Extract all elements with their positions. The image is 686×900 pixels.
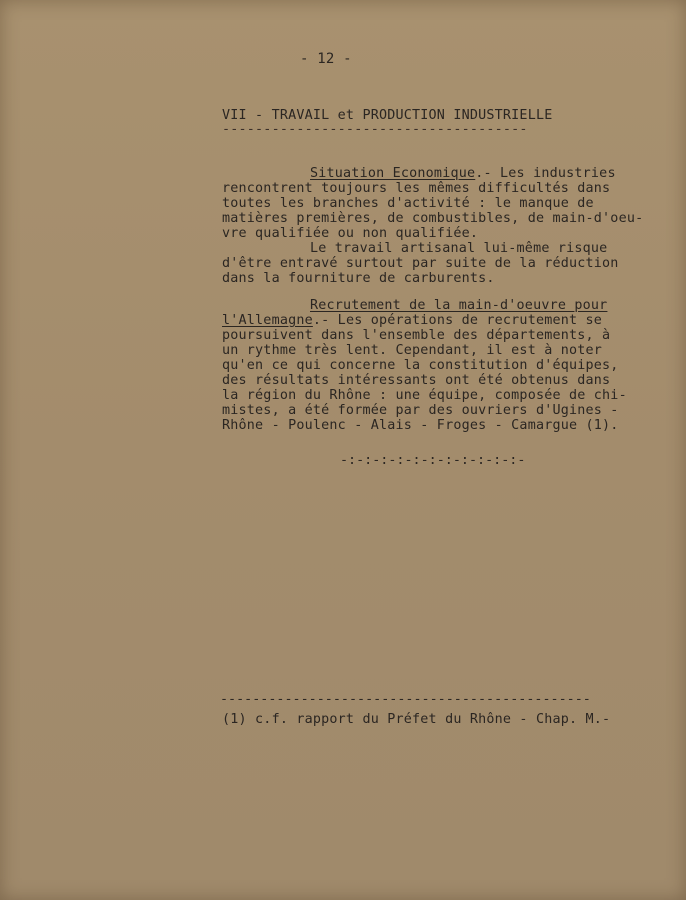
paragraph-line: vre qualifiée ou non qualifiée. <box>222 226 479 241</box>
paragraph-line: toutes les branches d'activité : le manque de <box>222 196 594 211</box>
paragraph-line: rencontrent toujours les mêmes difficultés dans <box>222 181 611 196</box>
section-separator: -:-:-:-:-:-:-:-:-:-:-:- <box>340 453 526 468</box>
paragraph-line <box>222 313 602 328</box>
paragraph-line <box>310 166 616 181</box>
paragraph-line: matières premières, de combustibles, de main-d'oeu- <box>222 211 644 226</box>
paragraph-line: dans la fourniture de carburents. <box>222 271 495 286</box>
title-underline-rule: ------------------------------------- <box>222 122 528 137</box>
paragraph-line: d'être entravé surtout par suite de la réduction <box>222 256 619 271</box>
page-number: - 12 - <box>300 51 352 67</box>
paragraph-line: mistes, a été formée par des ouvriers d'Ugines - <box>222 403 619 418</box>
footnote-rule: ---------------------------------------------- <box>220 692 591 707</box>
paragraph-heading: l'Allemagne <box>222 313 313 328</box>
section-title: VII - TRAVAIL et PRODUCTION INDUSTRIELLE <box>222 108 553 123</box>
footnote: (1) c.f. rapport du Préfet du Rhône - Chap. M.- <box>222 712 611 727</box>
paragraph-text: .- Les industries <box>475 166 616 181</box>
paragraph-line: des résultats intéressants ont été obtenus dans <box>222 373 611 388</box>
paragraph-line: Le travail artisanal lui-même risque <box>310 241 608 256</box>
paragraph-line: Rhône - Poulenc - Alais - Froges - Camargue (1). <box>222 418 619 433</box>
paragraph-line: qu'en ce qui concerne la constitution d'équipes, <box>222 358 619 373</box>
paragraph-line: la région du Rhône : une équipe, composée de chi- <box>222 388 627 403</box>
paragraph-heading: Situation Economique <box>310 166 476 181</box>
paragraph-heading: Recrutement de la main-d'oeuvre pour <box>310 298 608 313</box>
paragraph-line: un rythme très lent. Cependant, il est à noter <box>222 343 603 358</box>
paragraph-text: .- Les opérations de recrutement se <box>312 313 603 328</box>
paragraph-line: poursuivent dans l'ensemble des départements, à <box>222 328 611 343</box>
